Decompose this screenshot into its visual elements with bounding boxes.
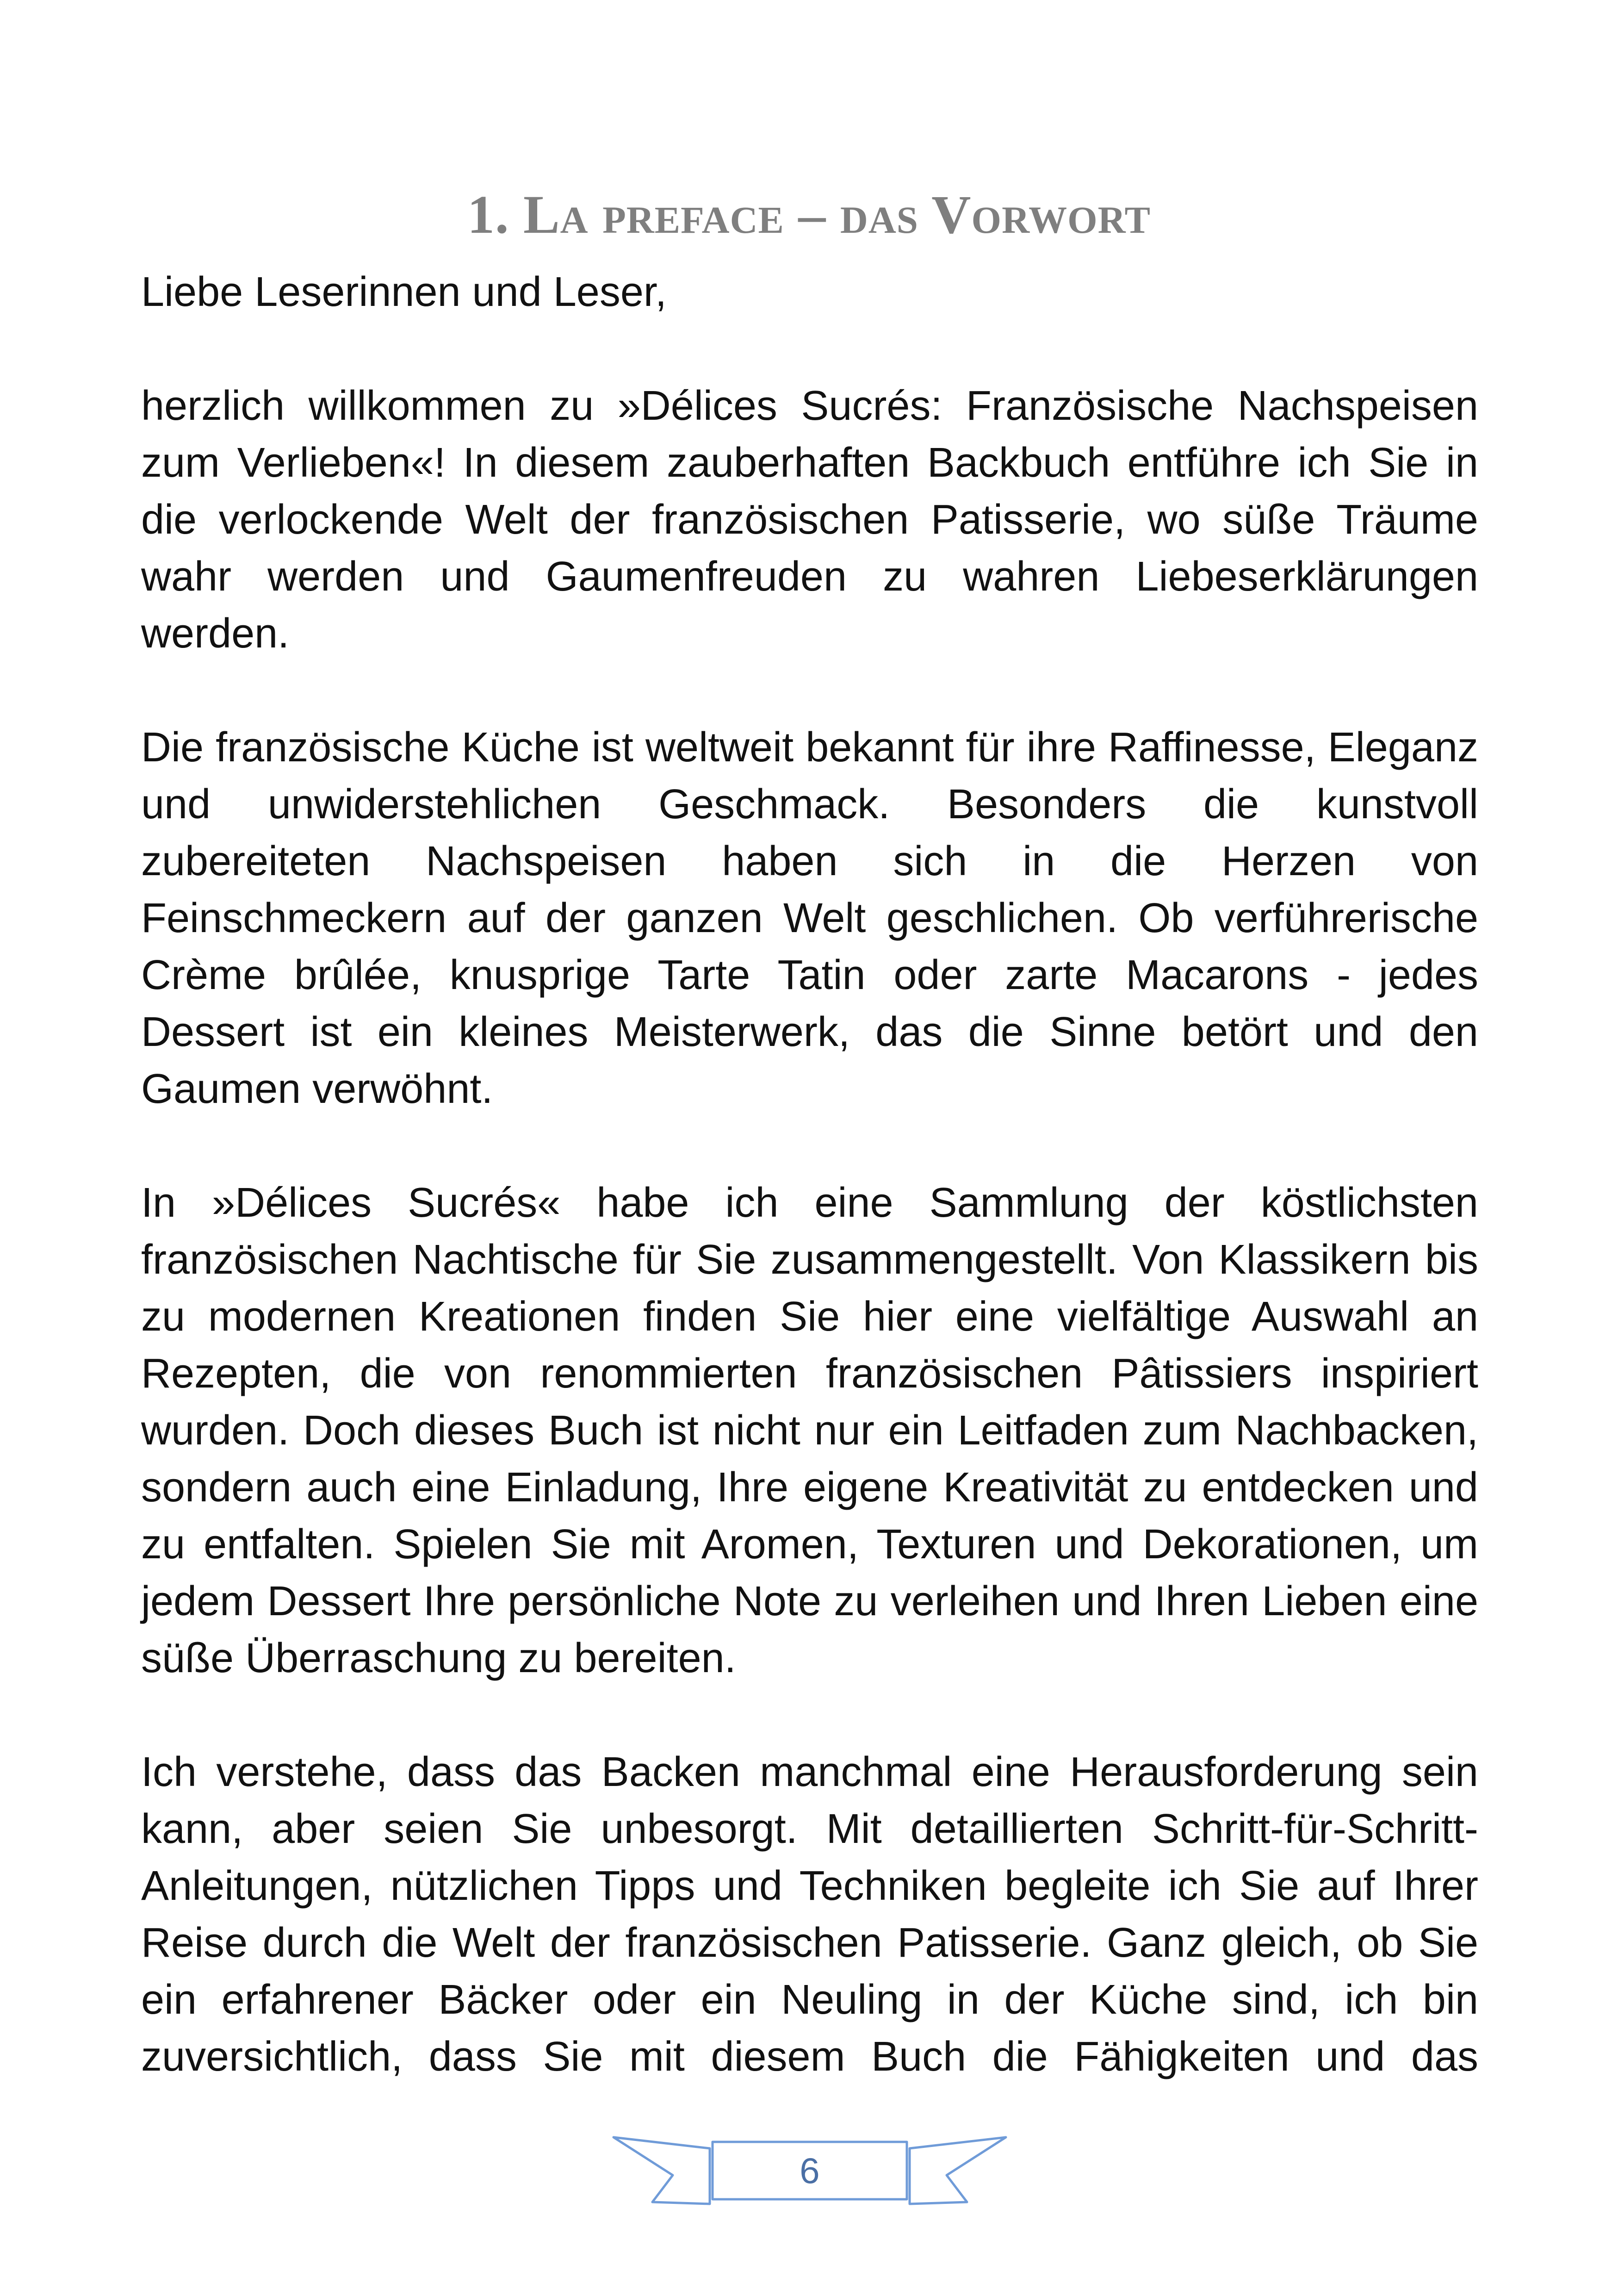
ribbon-right-tail: [910, 2137, 1006, 2204]
paragraph-baking-guidance: Ich verstehe, dass das Backen manchmal eine Herausforderung sein kann, aber seien Sie unbesorgt. Mit detaillierten Schritt-für-Schritt-Anleitungen, nützlichen Tipps und Techniken begleite ich Sie auf Ihrer Reise durch die Welt der französischen Patisserie. Ganz gleich, ob Sie ein erfahrener Bäcker oder ein Neuling in der Küche sind, ich bin zuversichtlich, dass Sie mit diesem Buch die Fähigkeiten und das: [141, 1749, 1478, 2080]
page-number: 6: [800, 2150, 820, 2191]
paragraph-french-cuisine: Die französische Küche ist weltweit bekannt für ihre Raffinesse, Eleganz und unwiderstehlichen Geschmack. Besonders die kunstvoll zubereiteten Nachspeisen haben sich in die Herzen von Feinschmeckern auf der ganzen Welt geschlichen. Ob verführerische Crème brûlée, knusprige Tarte Tatin oder zarte Macarons - jedes Dessert ist ein kleines Meisterwerk, das die Sinne betört und den Gaumen verwöhnt.: [141, 724, 1478, 1112]
chapter-title-french: La preface: [523, 184, 784, 245]
preface-body: [141, 264, 1478, 2085]
chapter-number: 1.: [467, 184, 509, 245]
title-dash: –: [798, 184, 826, 245]
salutation: Liebe Leserinnen und Leser,: [141, 269, 667, 315]
paragraph-welcome: herzlich willkommen zu »Délices Sucrés: Französische Nachspeisen zum Verlieben«! In diesem zauberhaften Backbuch entführe ich Sie in die verlockende Welt der französischen Patisserie, wo süße Träume wahr werden und Gaumenfreuden zu wahren Liebeserklärungen werden.: [141, 383, 1478, 657]
chapter-heading: [0, 180, 1618, 249]
paragraph-collection: In »Délices Sucrés« habe ich eine Sammlung der köstlichsten französischen Nachtische für Sie zusammengestellt. Von Klassikern bis zu modernen Kreationen finden Sie hier eine vielfältige Auswahl an Rezepten, die von renommierten französischen Pâtissiers inspiriert wurden. Doch dieses Buch ist nicht nur ein Leitfaden zum Nachbacken, sondern auch eine Einladung, Ihre eigene Kreativität zu entdecken und zu entfalten. Spielen Sie mit Aromen, Texturen und Dekorationen, um jedem Dessert Ihre persönliche Note zu verleihen und Ihren Lieben eine süße Überraschung zu bereiten.: [141, 1180, 1478, 1681]
chapter-title-german: das Vorwort: [840, 184, 1151, 245]
ribbon-left-tail: [614, 2137, 710, 2204]
